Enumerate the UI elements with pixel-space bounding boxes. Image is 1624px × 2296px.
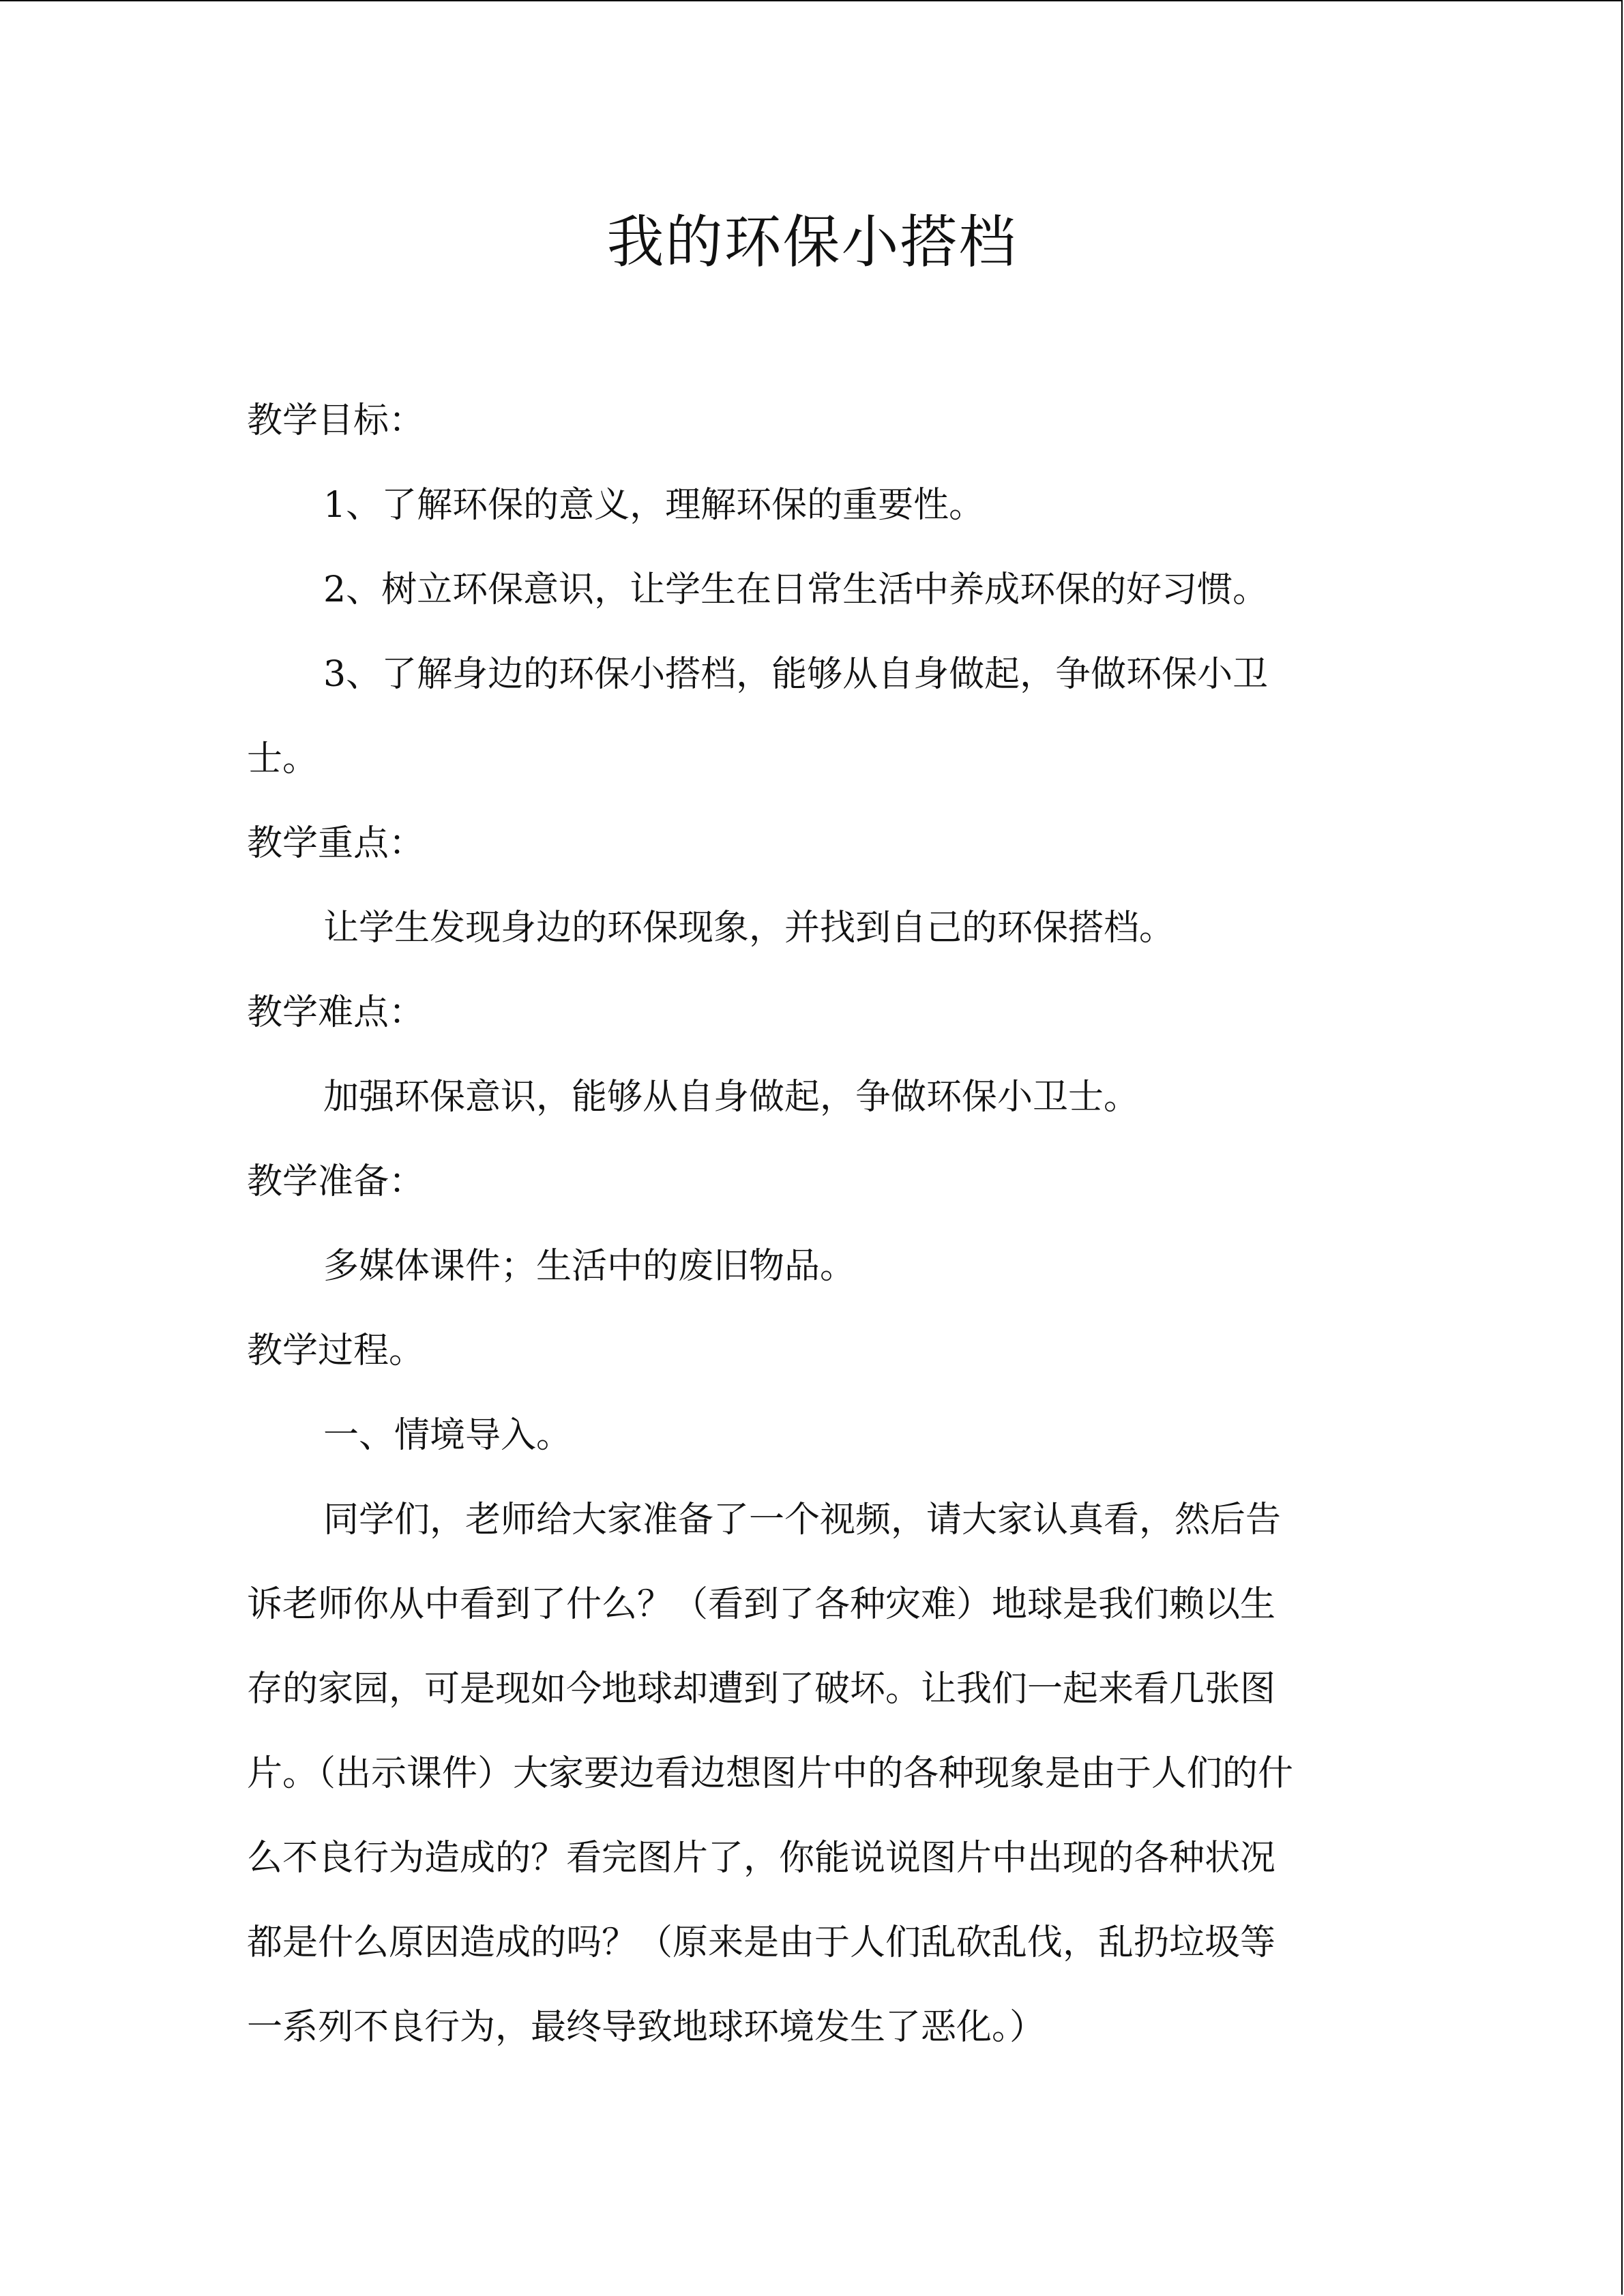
process-paragraph-line-7: 一系列不良行为，最终导致地球环境发生了恶化。） — [247, 2007, 1046, 2048]
document-title: 我的环保小搭档 — [606, 209, 1018, 275]
process-paragraph-line-6: 都是什么原因造成的吗？（原来是由于人们乱砍乱伐，乱扔垃圾等 — [247, 1922, 1276, 1963]
preparation-text: 多媒体课件；生活中的废旧物品。 — [323, 1246, 856, 1287]
section-heading-difficulties: 教学难点： — [247, 992, 425, 1033]
objective-item-1: 1、了解环保的意义，理解环保的重要性。 — [323, 485, 985, 526]
section-heading-preparation: 教学准备： — [247, 1161, 425, 1202]
objective-item-3-continued: 士。 — [247, 739, 319, 779]
section-heading-objectives: 教学目标： — [247, 400, 425, 441]
process-paragraph-line-5: 么不良行为造成的？看完图片了，你能说说图片中出现的各种状况 — [247, 1838, 1276, 1879]
section-heading-key-points: 教学重点： — [247, 823, 425, 864]
process-paragraph-line-1: 同学们，老师给大家准备了一个视频，请大家认真看，然后告 — [323, 1500, 1282, 1540]
process-paragraph-line-2: 诉老师你从中看到了什么？（看到了各种灾难）地球是我们赖以生 — [247, 1584, 1276, 1625]
document-body — [247, 378, 1379, 2070]
process-step-1-heading: 一、情境导入。 — [323, 1415, 572, 1456]
process-paragraph-line-4: 片。（出示课件）大家要边看边想图片中的各种现象是由于人们的什 — [247, 1753, 1294, 1794]
objective-item-2: 2、树立环保意识，让学生在日常生活中养成环保的好习惯。 — [323, 569, 1269, 610]
section-heading-process: 教学过程。 — [247, 1330, 425, 1371]
key-points-text: 让学生发现身边的环保现象，并找到自己的环保搭档。 — [323, 908, 1175, 949]
process-paragraph-line-3: 存的家园，可是现如今地球却遭到了破坏。让我们一起来看几张图 — [247, 1669, 1276, 1710]
objective-item-3: 3、了解身边的环保小搭档，能够从自身做起，争做环保小卫 — [323, 654, 1269, 695]
difficulties-text: 加强环保意识，能够从自身做起，争做环保小卫士。 — [323, 1077, 1140, 1118]
